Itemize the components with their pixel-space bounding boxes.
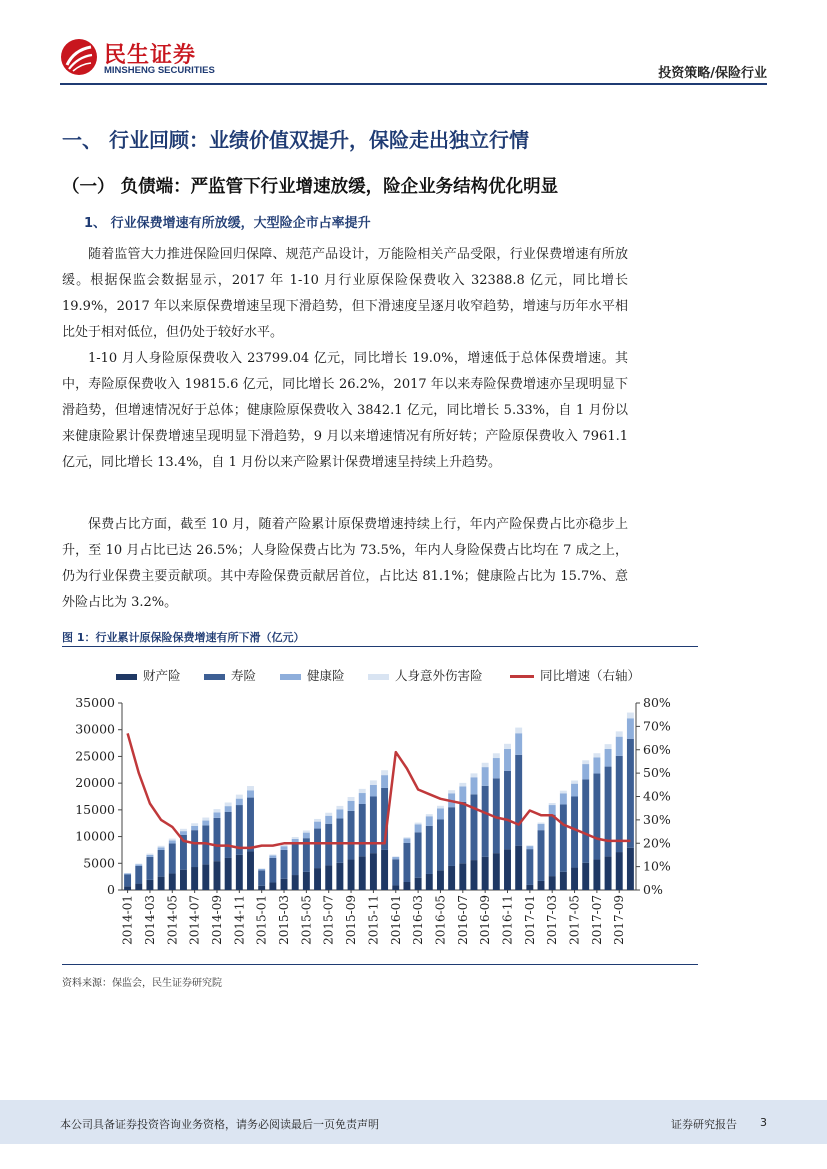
bar-health — [135, 864, 142, 865]
bar-property — [392, 885, 399, 890]
x-tick-label: 2017-03 — [545, 895, 560, 945]
bar-accident — [471, 773, 478, 777]
bar-property — [560, 872, 567, 890]
bar-health — [158, 847, 165, 850]
x-tick-label: 2014-01 — [120, 895, 135, 945]
bar-accident — [459, 783, 466, 786]
bar-accident — [392, 856, 399, 857]
legend-label-health: 健康险 — [307, 668, 345, 683]
bar-health — [549, 805, 556, 815]
bar-health — [325, 816, 332, 824]
bar-life — [415, 832, 422, 877]
x-tick-label: 2014-09 — [209, 895, 224, 945]
x-tick-label: 2014-03 — [142, 895, 157, 945]
bar-property — [370, 853, 377, 890]
y-right-tick-label: 50% — [643, 765, 671, 781]
logo-chinese-name: 民生证券 — [104, 43, 197, 68]
bar-health — [180, 831, 187, 835]
bar-life — [158, 850, 165, 877]
bar-health — [202, 821, 209, 826]
y-left-tick-label: 30000 — [75, 721, 115, 737]
bar-health — [504, 749, 511, 771]
bar-health — [124, 873, 131, 874]
bar-life — [448, 807, 455, 866]
bar-property — [269, 883, 276, 890]
bar-health — [571, 784, 578, 797]
bar-property — [247, 852, 254, 890]
y-left-tick-label: 25000 — [75, 748, 115, 764]
y-right-tick-label: 70% — [643, 718, 671, 734]
page-number: 3 — [760, 1116, 767, 1129]
bar-property — [191, 867, 198, 890]
x-tick-label: 2014-05 — [165, 895, 180, 945]
bar-accident — [303, 830, 310, 832]
bar-accident — [526, 845, 533, 846]
bar-life — [336, 818, 343, 862]
bar-accident — [627, 713, 634, 719]
bar-health — [247, 790, 254, 797]
bar-accident — [325, 813, 332, 816]
bar-life — [191, 830, 198, 867]
x-tick-label: 2016-05 — [433, 895, 448, 945]
bar-health — [415, 824, 422, 832]
footer-report-type: 证券研究报告 — [671, 1118, 737, 1131]
bar-life — [392, 859, 399, 885]
legend-label-accident: 人身意外伤害险 — [395, 668, 483, 683]
bar-health — [616, 737, 623, 756]
bar-property — [448, 866, 455, 890]
bar-life — [146, 857, 153, 880]
bar-health — [403, 838, 410, 843]
bar-property — [627, 848, 634, 890]
bar-accident — [538, 823, 545, 824]
bar-property — [124, 886, 131, 890]
bar-accident — [437, 806, 444, 809]
bar-health — [582, 764, 589, 779]
bar-property — [605, 856, 612, 890]
y-right-tick-label: 10% — [643, 858, 671, 874]
bar-life — [247, 798, 254, 852]
x-tick-label: 2016-09 — [478, 895, 493, 945]
bar-health — [560, 793, 567, 804]
bar-accident — [415, 823, 422, 825]
bar-life — [359, 804, 366, 856]
bar-health — [526, 846, 533, 849]
bar-life — [281, 850, 288, 879]
legend-label-property: 财产险 — [143, 668, 181, 683]
bar-life — [214, 818, 221, 861]
premium-chart — [62, 650, 698, 962]
paragraph-1: 随着监管大力推进保险回归保障、规范产品设计，万能险相关产品受限，行业保费增速有所放缓。根据保监会数据显示，2017 年 1-10 月行业原保险保费收入 32388.8 亿元，同比增长 19.9%，2017 年以来原保费增速呈现下滑趋势，但下滑速度呈逐月收窄趋势，增速与历年水平相比处于相对低位，但仍处于较好水平。 — [62, 247, 628, 340]
bar-property — [325, 865, 332, 890]
bar-life — [482, 786, 489, 857]
bar-accident — [191, 823, 198, 826]
y-right-tick-label: 20% — [643, 835, 671, 851]
y-right-tick-label: 0% — [643, 882, 663, 897]
bar-property — [482, 857, 489, 890]
x-tick-label: 2016-11 — [500, 895, 515, 945]
bar-life — [582, 779, 589, 862]
bar-accident — [158, 846, 165, 848]
bar-life — [549, 815, 556, 876]
x-tick-label: 2017-09 — [612, 895, 627, 945]
figure-bottom-rule — [62, 964, 698, 965]
bar-health — [191, 826, 198, 830]
bar-property — [459, 863, 466, 890]
bar-accident — [348, 797, 355, 801]
bar-health — [437, 808, 444, 819]
x-tick-label: 2017-05 — [567, 895, 582, 945]
bar-health — [459, 786, 466, 801]
x-tick-label: 2016-01 — [388, 895, 403, 945]
bar-accident — [515, 728, 522, 734]
bar-life — [258, 870, 265, 885]
bar-accident — [292, 837, 299, 839]
bar-property — [403, 882, 410, 890]
x-tick-label: 2015-07 — [321, 895, 336, 945]
y-left-tick-label: 20000 — [75, 775, 115, 791]
paragraph-3: 保费占比方面，截至 10 月，随着产险累计原保费增速持续上行，年内产险保费占比亦稳步上升，至 10 月占比已达 26.5%；人身险保费占比为 73.5%，年内人身险保费占比均在 7 成之上，仍为行业保费主要贡献项。其中寿险保费贡献居首位，占比达 81.1%；健康险占比为 15.7%、意外险占比为 3.2%。 — [62, 517, 628, 610]
bar-accident — [180, 829, 187, 831]
y-right-tick-label: 30% — [643, 811, 671, 827]
section-title: 一、 行业回顾：业绩价值双提升，保险走出独立行情 — [62, 128, 529, 152]
bar-health — [392, 857, 399, 859]
bar-property — [348, 860, 355, 890]
bar-accident — [448, 790, 455, 793]
bar-health — [146, 855, 153, 857]
bar-health — [225, 806, 232, 812]
bar-life — [560, 805, 567, 872]
x-tick-label: 2016-03 — [411, 895, 426, 945]
logo-mark-icon — [60, 38, 98, 76]
x-tick-label: 2015-11 — [366, 895, 381, 945]
bar-property — [515, 846, 522, 890]
bar-life — [471, 794, 478, 860]
bar-health — [336, 809, 343, 818]
bar-life — [571, 797, 578, 868]
bar-health — [515, 733, 522, 755]
x-tick-label: 2015-01 — [254, 895, 269, 945]
figure-source: 资料来源：保监会，民生证券研究院 — [62, 978, 222, 989]
bar-accident — [593, 753, 600, 757]
bar-health — [314, 822, 321, 829]
bar-property — [593, 860, 600, 890]
bar-property — [471, 860, 478, 890]
bar-property — [415, 878, 422, 890]
y-left-tick-label: 5000 — [83, 855, 115, 871]
bar-life — [627, 739, 634, 848]
bar-life — [403, 843, 410, 882]
x-tick-label: 2015-05 — [299, 895, 314, 945]
bar-property — [214, 861, 221, 890]
bar-health — [258, 869, 265, 870]
y-right-tick-label: 60% — [643, 741, 671, 757]
y-left-tick-label: 10000 — [75, 828, 115, 844]
bar-accident — [403, 837, 410, 838]
bar-accident — [359, 789, 366, 793]
bar-property — [616, 852, 623, 890]
bar-property — [292, 875, 299, 890]
bar-life — [437, 819, 444, 870]
x-tick-label: 2014-11 — [232, 895, 247, 945]
bar-property — [236, 855, 243, 890]
bar-accident — [381, 770, 388, 775]
bar-property — [281, 879, 288, 890]
bar-accident — [146, 854, 153, 855]
bar-property — [258, 886, 265, 890]
bar-accident — [214, 809, 221, 812]
chart-plot — [62, 650, 698, 962]
bar-property — [303, 872, 310, 890]
bar-property — [146, 880, 153, 890]
bar-health — [593, 757, 600, 773]
bar-life — [292, 844, 299, 876]
bar-health — [236, 799, 243, 805]
bar-property — [359, 856, 366, 890]
bar-accident — [247, 786, 254, 790]
bar-accident — [135, 864, 142, 865]
bar-health — [269, 855, 276, 858]
bar-life — [325, 824, 332, 866]
subsection-title: （一） 负债端：严监管下行业增速放缓，险企业务结构优化明显 — [62, 177, 559, 197]
bar-life — [370, 797, 377, 854]
bar-accident — [169, 839, 176, 841]
y-left-tick-label: 0 — [107, 882, 115, 897]
bar-life — [314, 829, 321, 869]
bar-accident — [225, 802, 232, 806]
bar-life — [426, 826, 433, 874]
bar-property — [381, 850, 388, 890]
bar-property — [169, 873, 176, 890]
bar-life — [348, 811, 355, 860]
bar-life — [124, 875, 131, 887]
logo-english-name: MINSHENG SECURITIES — [104, 65, 215, 76]
subsubsection-title: 1、 行业保费增速有所放缓，大型险企市占率提升 — [84, 216, 371, 231]
bar-life — [538, 830, 545, 881]
bar-life — [169, 844, 176, 874]
bar-accident — [493, 753, 500, 758]
bar-accident — [504, 744, 511, 749]
bar-accident — [560, 791, 567, 794]
bar-health — [348, 801, 355, 811]
bar-health — [169, 841, 176, 844]
bar-property — [493, 853, 500, 890]
bar-health — [538, 824, 545, 830]
figure-title: 图 1：行业累计原保险保费增速有所下滑（亿元） — [62, 631, 305, 644]
y-left-tick-label: 35000 — [75, 695, 115, 710]
bar-health — [493, 758, 500, 778]
legend-label-growth: 同比增速（右轴） — [540, 668, 641, 683]
x-tick-label: 2016-07 — [455, 895, 470, 945]
y-right-tick-label: 80% — [643, 695, 671, 710]
legend-label-life: 寿险 — [231, 668, 257, 683]
bar-property — [538, 881, 545, 890]
bar-life — [605, 767, 612, 857]
bar-property — [314, 868, 321, 890]
bar-accident — [236, 795, 243, 799]
bar-life — [593, 774, 600, 860]
bar-health — [281, 846, 288, 850]
bar-property — [202, 864, 209, 890]
bar-health — [214, 812, 221, 817]
bar-property — [336, 863, 343, 890]
x-tick-label: 2017-01 — [522, 895, 537, 945]
bar-accident — [549, 803, 556, 805]
bar-accident — [258, 868, 265, 869]
bar-accident — [482, 763, 489, 767]
x-tick-label: 2017-07 — [589, 895, 604, 945]
bar-accident — [370, 780, 377, 784]
bar-health — [359, 793, 366, 804]
y-right-tick-label: 40% — [643, 788, 671, 804]
company-logo — [60, 38, 220, 80]
bar-health — [303, 833, 310, 839]
bar-property — [549, 876, 556, 890]
x-tick-label: 2015-09 — [344, 895, 359, 945]
bar-property — [571, 868, 578, 890]
bar-life — [225, 812, 232, 858]
paragraph-2: 1-10 月人身险原保费收入 23799.04 亿元，同比增长 19.0%，增速低于总体保费增速。其中，寿险原保费收入 19815.6 亿元，同比增长 26.2%，2017 年以来寿险保费增速亦呈现明显下滑趋势，但增速情况好于总体；健康险原保费收入 3842.1 亿元，同比增长 5.33%，自 1 月份以来健康险累计保费增速呈现明显下滑趋势，9 月以来增速情况有所好转；产险原保费收入 7961.1 亿元，同比增长 13.4%，自 1 月份以来产险累计保费增速呈持续上升趋势。 — [62, 351, 628, 470]
bar-health — [381, 775, 388, 788]
footer-disclaimer: 本公司具备证券投资咨询业务资格，请务必阅读最后一页免责声明 — [60, 1118, 379, 1131]
report-category: 投资策略/保险行业 — [658, 66, 767, 81]
bar-property — [158, 877, 165, 890]
bar-property — [225, 858, 232, 890]
bar-property — [135, 884, 142, 890]
bar-property — [180, 870, 187, 890]
y-left-tick-label: 15000 — [75, 801, 115, 817]
header-divider — [60, 83, 767, 85]
bar-property — [437, 870, 444, 890]
bar-accident — [426, 814, 433, 816]
bar-life — [616, 756, 623, 852]
bar-health — [482, 767, 489, 786]
bar-life — [135, 866, 142, 884]
bar-property — [582, 863, 589, 890]
bar-accident — [571, 781, 578, 784]
figure-top-rule — [62, 646, 698, 647]
bar-property — [504, 849, 511, 890]
bar-health — [426, 816, 433, 826]
bar-health — [605, 749, 612, 767]
bar-accident — [202, 818, 209, 821]
bar-accident — [269, 854, 276, 855]
bar-property — [526, 885, 533, 890]
bar-accident — [582, 760, 589, 764]
bar-life — [504, 771, 511, 850]
bar-accident — [314, 819, 321, 822]
bar-life — [526, 849, 533, 885]
bar-health — [471, 777, 478, 794]
x-tick-label: 2015-03 — [277, 895, 292, 945]
bar-life — [459, 802, 466, 863]
bar-health — [370, 785, 377, 797]
bar-life — [515, 755, 522, 846]
bar-accident — [336, 806, 343, 809]
bar-health — [627, 718, 634, 739]
bar-life — [269, 858, 276, 883]
bar-property — [426, 874, 433, 890]
bar-accident — [605, 744, 612, 749]
bar-accident — [616, 731, 623, 736]
x-tick-label: 2014-07 — [187, 895, 202, 945]
